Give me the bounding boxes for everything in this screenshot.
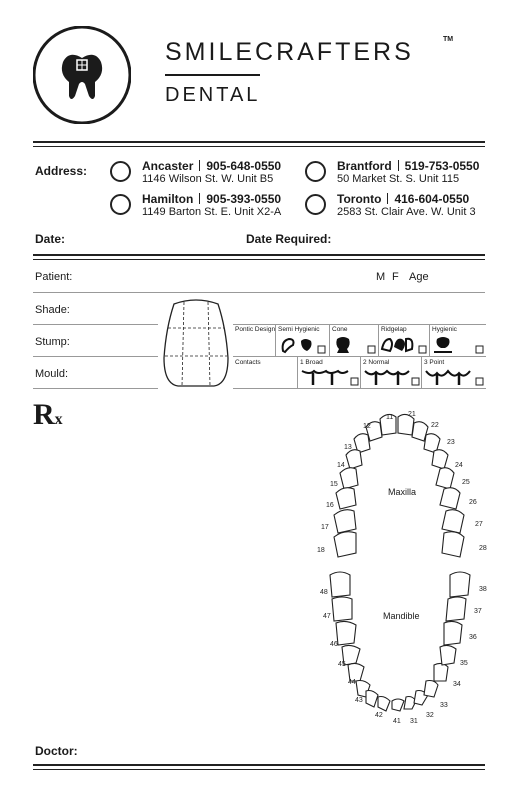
semi-hygienic-icon: [279, 335, 327, 355]
location-phone: 416-604-0550: [394, 192, 470, 206]
cone-icon: [331, 335, 377, 355]
tooth-number: 45: [338, 661, 346, 668]
date-required-label: Date Required:: [246, 232, 332, 246]
location-hamilton-heading: [142, 192, 281, 206]
location-name: Hamilton: [142, 192, 194, 206]
tooth-number: 28: [479, 545, 487, 552]
maxilla-arch: [334, 414, 464, 557]
date-field[interactable]: [75, 232, 235, 246]
sex-f-option[interactable]: F: [392, 271, 399, 283]
row-line: [33, 324, 158, 325]
point-contact-icon: [424, 367, 486, 387]
location-phone: 519-753-0550: [404, 159, 480, 173]
shade-tooth-diagram[interactable]: [160, 298, 232, 390]
location-ancaster-street: 1146 Wilson St. W. Unit B5: [142, 173, 274, 185]
date-required-field[interactable]: [340, 232, 480, 246]
patient-label: Patient:: [35, 271, 73, 283]
radio-ancaster[interactable]: [110, 161, 131, 182]
brand-subtitle: DENTAL: [165, 84, 261, 106]
tooth-number: 21: [408, 411, 416, 418]
patient-field[interactable]: [85, 268, 365, 284]
location-toronto-heading: [337, 192, 469, 206]
broad-contact-icon: [300, 367, 360, 387]
mould-label: Mould:: [35, 368, 69, 380]
section-divider: [33, 254, 485, 260]
tooth-number: 25: [462, 479, 470, 486]
location-brantford-street: 50 Market St. S. Unit 115: [337, 173, 460, 185]
trademark: TM: [443, 36, 454, 43]
logo: [33, 26, 131, 124]
cone-label: Cone: [332, 326, 348, 333]
tooth-number: 33: [440, 702, 448, 709]
contacts-label: Contacts: [235, 359, 261, 366]
col-line: [297, 357, 298, 389]
tooth-number: 14: [337, 462, 345, 469]
location-name: Brantford: [337, 159, 392, 173]
tooth-number: 47: [323, 613, 331, 620]
top-divider: [33, 141, 485, 147]
normal-contact-icon: [363, 367, 421, 387]
age-label: Age: [409, 271, 429, 283]
radio-hamilton[interactable]: [110, 194, 131, 215]
radio-brantford[interactable]: [305, 161, 326, 182]
location-hamilton-street: 1149 Barton St. E. Unit X2-A: [142, 206, 282, 218]
radio-toronto[interactable]: [305, 194, 326, 215]
col-line: [378, 324, 379, 357]
pontic-design-label: Pontic Design: [235, 326, 276, 333]
tooth-number: 27: [475, 521, 483, 528]
col-line: [421, 357, 422, 389]
row-line: [33, 388, 158, 389]
brand-divider: [165, 74, 260, 76]
tooth-number: 42: [375, 712, 383, 719]
tooth-number: 15: [330, 481, 338, 488]
tooth-number: 41: [393, 718, 401, 725]
location-phone: 905-648-0550: [206, 159, 282, 173]
location-name: Toronto: [337, 192, 382, 206]
tooth-number: 24: [455, 462, 463, 469]
ridgelap-label: Ridgelap: [381, 326, 407, 333]
tooth-number: 43: [355, 697, 363, 704]
tooth-number: 32: [426, 712, 434, 719]
contacts-point-label: 3 Point: [424, 359, 445, 366]
sex-m-option[interactable]: M: [376, 271, 386, 283]
tooth-logo-icon: [33, 26, 131, 124]
rx-symbol: [33, 398, 63, 432]
col-line: [275, 324, 276, 357]
row-line: [33, 356, 158, 357]
hygienic-label: Hygienic: [432, 326, 457, 333]
tooth-number: 37: [474, 608, 482, 615]
tooth-number: 36: [469, 634, 477, 641]
location-ancaster-heading: [142, 159, 281, 173]
doctor-label: Doctor:: [35, 744, 78, 758]
doctor-field[interactable]: [82, 742, 332, 758]
tooth-number: 17: [321, 524, 329, 531]
contacts-broad-label: 1 Broad: [300, 359, 323, 366]
location-phone: 905-393-0550: [206, 192, 282, 206]
rx-letter: R: [33, 398, 55, 431]
contacts-normal-label: 2 Normal: [363, 359, 390, 366]
location-name: Ancaster: [142, 159, 194, 173]
shade-label: Shade:: [35, 304, 70, 316]
col-line: [429, 324, 430, 357]
tooth-number: 26: [469, 499, 477, 506]
dental-chart[interactable]: [310, 405, 490, 735]
mandible-label: Mandible: [383, 611, 420, 621]
tooth-number: 11: [386, 414, 394, 421]
tooth-number: 38: [479, 586, 487, 593]
tooth-number: 31: [410, 718, 418, 725]
tooth-number: 22: [431, 422, 439, 429]
ridgelap-icon: [380, 335, 428, 355]
tooth-number: 16: [326, 502, 334, 509]
tooth-number: 13: [344, 444, 352, 451]
hygienic-icon: [431, 335, 486, 355]
stump-label: Stump:: [35, 336, 70, 348]
semi-hygienic-label: Semi Hygienic: [278, 326, 320, 333]
col-line: [360, 357, 361, 389]
address-label: Address:: [35, 164, 88, 178]
rx-subscript: x: [54, 411, 63, 428]
col-line: [329, 324, 330, 357]
mandible-arch: [330, 572, 470, 711]
tooth-number: 48: [320, 589, 328, 596]
tooth-number: 46: [330, 641, 338, 648]
tooth-number: 18: [317, 547, 325, 554]
location-toronto-street: 2583 St. Clair Ave. W. Unit 3: [337, 206, 476, 218]
date-label: Date:: [35, 232, 66, 246]
tooth-number: 35: [460, 660, 468, 667]
tooth-number: 12: [363, 423, 371, 430]
tooth-number: 44: [348, 679, 356, 686]
bottom-divider: [33, 764, 485, 770]
location-brantford-heading: [337, 159, 479, 173]
tooth-number: 34: [453, 681, 461, 688]
brand-name: SMILECRAFTERS: [165, 38, 414, 66]
row-line: [33, 292, 485, 293]
tooth-number: 23: [447, 439, 455, 446]
maxilla-label: Maxilla: [388, 487, 417, 497]
